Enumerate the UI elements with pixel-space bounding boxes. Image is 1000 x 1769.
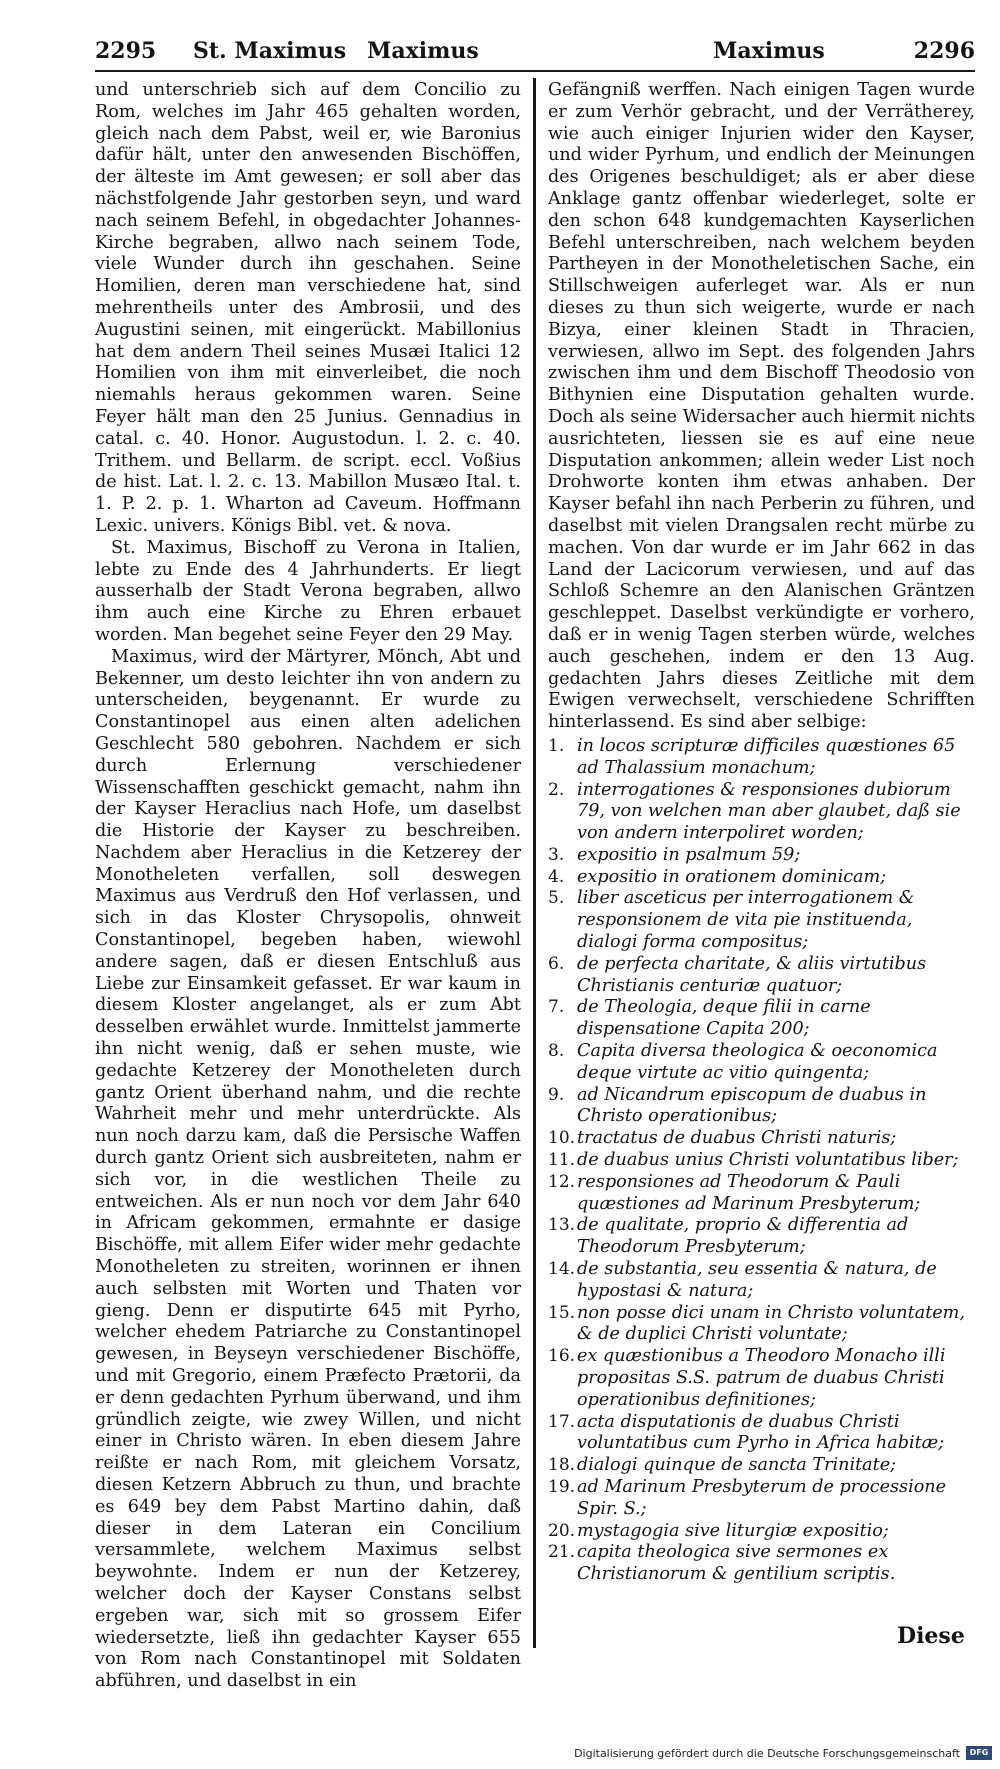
list-item-title: capita theologica sive sermones ex Christianorum & gentilium scriptis. (577, 1542, 896, 1585)
list-item-number: 16. (548, 1346, 576, 1367)
dfg-logo: DFG (966, 1746, 992, 1760)
right-column (548, 80, 975, 1586)
list-item (548, 888, 975, 953)
list-item (548, 1128, 975, 1150)
list-item-number: 13. (548, 1215, 576, 1236)
list-item-number: 18. (548, 1455, 576, 1476)
paragraph-maximus-rome: und unterschrieb sich auf dem Concilio zu Rom, welches im Jahr 465 gehalten worden, gleich nach dem Pabst, weil er, wie Baronius dafür hält, unter den anwesenden Bischöffen, der älteste im Amt gewesen; er soll aber das nächstfolgende Jahr gestorben seyn, und ward nach seinem Befehl, in obgedachter Johannes-Kirche begraben, allwo nach seinem Tode, viele Wunder durch ihn geschahen. Seine Homilien, deren man verschiedene hat, sind mehrentheils unter des Ambrosii, und des Augustini seinen, mit eingerückt. Mabillonius hat dem andern Theil seines Musæi Italici 12 Homilien von ihm mit einverleibet, die noch niemahls heraus gekommen waren. Seine Feyer hält man den 25 Junius. Gennadius in catal. c. 40. Honor. Augustodun. l. 2. c. 40. Trithem. und Bellarm. de script. eccl. Voßius de hist. Lat. l. 2. c. 13. Mabillon Musæo Ital. t. 1. P. 2. p. 1. Wharton ad Caveum. Hoffmann Lexic. univers. Königs Bibl. vet. & nova. (95, 80, 521, 536)
list-item-title: Capita diversa theologica & oeconomica deque virtute ac vitio quingenta; (577, 1041, 938, 1083)
list-item (548, 867, 975, 889)
list-item-number: 5. (548, 888, 565, 909)
list-item-title: responsiones ad Theodorum & Pauli quæstiones ad Marinum Presbyterum; (577, 1171, 921, 1214)
list-item-number: 8. (548, 1041, 565, 1062)
list-item-title: ad Nicandrum episcopum de duabus in Christo operationibus; (577, 1084, 927, 1127)
list-item-number: 11. (548, 1150, 576, 1171)
list-item-number: 7. (548, 997, 565, 1018)
list-item (548, 1215, 975, 1259)
list-item-title: expositio in psalmum 59; (577, 844, 801, 865)
list-item (548, 1172, 975, 1216)
list-item (548, 1041, 975, 1085)
list-item-number: 10. (548, 1128, 576, 1149)
footer-credit: Digitalisierung gefördert durch die Deutsche Forschungsgemeinschaft (574, 1746, 960, 1760)
running-head-center: Maximus (367, 38, 479, 64)
footer (574, 1744, 992, 1762)
list-item-number: 12. (548, 1171, 576, 1192)
list-item (548, 1477, 975, 1521)
paragraph-continuation: Gefängniß werffen. Nach einigen Tagen wurde er zum Verhör gebracht, und der Verrätherey, wie auch einiger Injurien wider den Kayser, und wider Pyrhum, und endlich der Meinungen des Origenes beschuldiget; als er aber diese Anklage gantz offenbar wiederleget, solte er den schon 648 kundgemachten Kayserlichen Befehl unterschreiben, nach welchem beyden Partheyen in der Monotheletischen Sache, ein Stillschweigen auferleget war. Als er nun dieses zu thun sich weigerte, wurde er nach Bizya, einer kleinen Stadt in Thracien, verwiesen, allwo im Sept. des folgenden Jahrs zwischen ihm und dem Bischoff Theodosio von Bithynien eine Disputation gehalten wurde. Doch als seine Widersacher auch hiermit nichts ausrichteten, liessen sie es auf eine neue Disputation ankommen; allein weder List noch Drohworte konten ihm etwas anhaben. Der Kayser befahl ihn nach Perberin zu führen, und daselbst mit vielen Drangsalen recht mürbe zu machen. Von dar wurde er im Jahr 662 in das Land der Lacicorum verwiesen, und auf das Schloß Schemre an den Alanischen Gräntzen geschleppet. Daselbst verkündigte er vorhero, daß er in wenig Tagen sterben würde, welches auch geschehen, indem er den 13 Aug. gedachten Jahrs dieses Zeitliche mit dem Ewigen verwechselt, verschiedene Schrifften hinterlassend. Es sind aber selbige: (548, 80, 975, 733)
list-item (548, 1542, 975, 1586)
list-item (548, 1455, 975, 1477)
column-divider (533, 78, 536, 1648)
list-item-title: dialogi quinque de sancta Trinitate; (577, 1455, 897, 1476)
list-item (548, 1521, 975, 1543)
list-item-number: 19. (548, 1477, 576, 1497)
list-item-title: ex quæstionibus a Theodoro Monacho illi propositas S.S. patrum de duabus Christi operationibus definitiones; (577, 1346, 946, 1410)
list-item-number: 20. (548, 1520, 576, 1541)
list-item-number: 14. (548, 1259, 576, 1280)
page-header (95, 30, 975, 72)
list-item-title: de duabus unius Christi voluntatibus liber; (577, 1150, 959, 1171)
header-rule (95, 70, 975, 72)
list-item (548, 780, 975, 845)
list-item-title: de qualitate, proprio & differentia ad Theodorum Presbyterum; (577, 1215, 909, 1258)
list-item-title: non posse dici unam in Christo voluntatem, & de duplici Christi voluntate; (577, 1302, 965, 1345)
list-item-title: interrogationes & responsiones dubiorum 79, von welchen man aber glaubet, daß sie von andern interpoliret worden; (577, 779, 961, 844)
list-item (548, 1303, 975, 1347)
list-item-title: ad Marinum Presbyterum de processione Spir. S.; (577, 1477, 947, 1519)
list-item-title: tractatus de duabus Christi naturis; (577, 1128, 897, 1149)
catchword: Diese (897, 1623, 965, 1649)
running-head-right: Maximus (713, 38, 825, 64)
list-item-number: 2. (548, 779, 565, 800)
list-item (548, 997, 975, 1041)
list-item-number: 1. (548, 735, 565, 756)
list-item (548, 845, 975, 867)
works-list (548, 736, 975, 1586)
list-item (548, 1412, 975, 1456)
list-item-number: 21. (548, 1542, 576, 1563)
list-item-title: liber asceticus per interrogationem & responsionem de vita pie instituenda, dialogi forma compositus; (577, 888, 915, 953)
list-item-number: 3. (548, 844, 565, 865)
running-head-left: St. Maximus (193, 38, 347, 64)
list-item-title: de Theologia, deque filii in carne dispensatione Capita 200; (577, 997, 871, 1040)
list-item (548, 1346, 975, 1411)
list-item-title: acta disputationis de duabus Christi voluntatibus cum Pyrho in Africa habitæ; (577, 1411, 945, 1454)
list-item-title: mystagogia sive liturgiæ expositio; (577, 1520, 889, 1541)
list-item (548, 954, 975, 998)
list-item-number: 9. (548, 1084, 565, 1105)
list-item (548, 736, 975, 780)
list-item-number: 15. (548, 1302, 576, 1323)
list-item-number: 6. (548, 953, 565, 974)
list-item-title: de substantia, seu essentia & natura, de hypostasi & natura; (577, 1259, 937, 1301)
list-item (548, 1259, 975, 1303)
page-number-right: 2296 (913, 38, 975, 64)
left-column (95, 80, 521, 1693)
list-item-title: de perfecta charitate, & aliis virtutibus Christianis centuriæ quatuor; (577, 953, 927, 996)
list-item (548, 1085, 975, 1129)
page-number-left: 2295 (95, 38, 157, 64)
list-item-title: expositio in orationem dominicam; (577, 866, 887, 887)
paragraph-maximus-confessor: Maximus, wird der Märtyrer, Mönch, Abt und Bekenner, um desto leichter ihn von andern zu unterscheiden, beygenannt. Er wurde zu Constantinopel aus einen alten adelichen Geschlecht 580 gebohren. Nachdem er sich durch Erlernung verschiedener Wissenschafften geschickt gemacht, nahm ihn der Kayser Heraclius nach Hofe, um daselbst die Historie der Kayser zu beschreiben. Nachdem aber Heraclius in die Ketzerey der Monotheleten verfallen, soll deswegen Maximus aus Verdruß den Hof verlassen, und sich in das Kloster Chrysopolis, ohnweit Constantinopel, begeben haben, wiewohl andere sagen, daß er diesen Entschluß aus Liebe zur Einsamkeit gefasset. Er war kaum in diesem Kloster angelanget, als er zum Abt desselben erwählet wurde. Inmittelst jammerte ihn nicht wenig, daß er sehen muste, wie gedachte Ketzerey der Monotheleten durch gantz Orient überhand nahm, und die rechte Wahrheit mehr und mehr unterdrückte. Als nun noch darzu kam, daß die Persische Waffen durch gantz Orient sich ausbreiteten, nahm er sich vor, in die westlichen Theile zu entweichen. Als er nun noch vor dem Jahr 640 in Africam gekommen, ermahnte er dasige Bischöffe, mit allem Eifer wider mehr gedachte Monotheleten zu streiten, worinnen er ihnen auch selbsten mit Worten und Thaten vor gieng. Denn er disputirte 645 mit Pyrho, welcher ehedem Patriarche zu Constantinopel gewesen, in Beyseyn verschiedener Bischöffe, und mit Gregorio, einem Præfecto Prætorii, da er denn gedachten Pyrhum überwand, und ihm gründlich zeigte, wie zwey Willen, und nicht einer in Christo wären. In eben diesem Jahre reißte er nach Rom, mit gleichem Vorsatz, diesen Ketzern Abbruch zu thun, und brachte es 649 bey dem Pabst Martino dahin, daß dieser in dem Lateran ein Concilium versammlete, welchem Maximus selbst beywohnte. Indem er nun der Ketzerey, welcher doch der Kayser Constans selbst ergeben war, sich mit so grossem Eifer wiedersetzte, ließ ihn gedachter Kayser 655 von Rom nach Constantinopel mit Soldaten abführen, und daselbst in ein (95, 646, 521, 1692)
list-item-number: 17. (548, 1411, 576, 1432)
list-item-number: 4. (548, 866, 565, 887)
list-item (548, 1150, 975, 1172)
list-item-title: in locos scripturæ difficiles quæstiones 65 ad Thalassium monachum; (577, 735, 956, 778)
paragraph-maximus-verona: St. Maximus, Bischoff zu Verona in Italien, lebte zu Ende des 4 Jahrhunderts. Er liegt ausserhalb der Stadt Verona begraben, allwo ihm auch eine Kirche zu Ehren erbauet worden. Man begehet seine Feyer den 29 May. (95, 537, 521, 645)
